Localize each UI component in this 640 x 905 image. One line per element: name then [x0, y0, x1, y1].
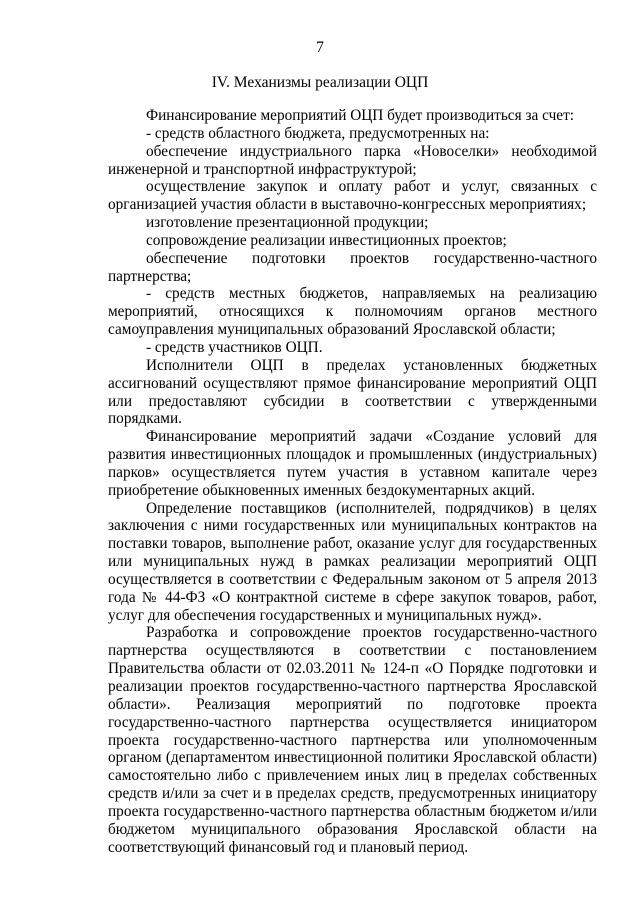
list-item-exhibitions: осуществление закупок и оплату работ и услуг, связанных с организацией участия области в выставочно-конгрессных мероприятиях;: [108, 178, 597, 214]
list-item-participants-funds: - средств участников ОЦП.: [146, 338, 323, 356]
paragraph-suppliers: Определение поставщиков (исполнителей, подрядчиков) в целях заключения с ними государственных или муниципальных контрактов на поставки товаров, выполнение работ, оказание услуг для государственных или муниципальных нужд в рамках реализации мероприятий ОЦП осуществляется в соответствии с Федеральным законом от 5 апреля 2013 года № 44-ФЗ «О контрактной системе в сфере закупок товаров, работ, услуг для обеспечения государственных и муниципальных нужд».: [108, 499, 597, 624]
list-item-investment-support: сопровождение реализации инвестиционных проектов;: [146, 231, 507, 249]
list-item-novoselki-infrastructure: обеспечение индустриального парка «Новоселки» необходимой инженерной и транспортной инфраструктурой;: [108, 142, 597, 178]
list-item-presentation-products: изготовление презентационной продукции;: [146, 214, 429, 232]
paragraph-financing-sources: Финансирование мероприятий ОЦП будет производиться за счет:: [146, 107, 575, 124]
list-item-ppp-preparation: обеспечение подготовки проектов государственно-частного партнерства;: [108, 249, 597, 285]
paragraph-executors: Исполнители ОЦП в пределах установленных бюджетных ассигнований осуществляют прямое финансирование мероприятий ОЦП или предоставляют субсидии в соответствии с утвержденными порядками.: [108, 356, 597, 428]
page-number: 7: [316, 39, 324, 56]
paragraph-industrial-parks: Финансирование мероприятий задачи «Создание условий для развития инвестиционных площадок и промышленных (индустриальных) парков» осуществляется путем участия в уставном капитале через приобретение обыкновенных именных бездокументарных акций.: [108, 428, 597, 499]
list-item-local-budgets: - средств местных бюджетов, направляемых на реализацию мероприятий, относящихся к полномочиям органов местного самоуправления муниципальных образований Ярославской области;: [108, 285, 597, 339]
section-body: [108, 107, 597, 856]
list-item-regional-budget: - средств областного бюджета, предусмотренных на:: [146, 124, 490, 142]
paragraph-ppp-development: Разработка и сопровождение проектов государственно-частного партнерства осуществляются в соответствии с постановлением Правительства области от 02.03.2011 № 124-п «О Порядке подготовки и реализации проектов государственно-частного партнерства Ярославской области». Реализация мероприятий по подготовке проекта государственно-частного партнерства осуществляется инициатором проекта государственно-частного партнерства или уполномоченным органом (департаментом инвестиционной политики Ярославской области) самостоятельно либо с привлечением иных лиц в пределах собственных средств и/или за счет и в пределах средств, предусмотренных инициатору проекта государственно-частного партнерства областным бюджетом и/или бюджетом муниципального образования Ярославской области на соответствующий финансовый год и плановый период.: [108, 624, 597, 856]
section-title: IV. Механизмы реализации ОЦП: [211, 74, 429, 91]
